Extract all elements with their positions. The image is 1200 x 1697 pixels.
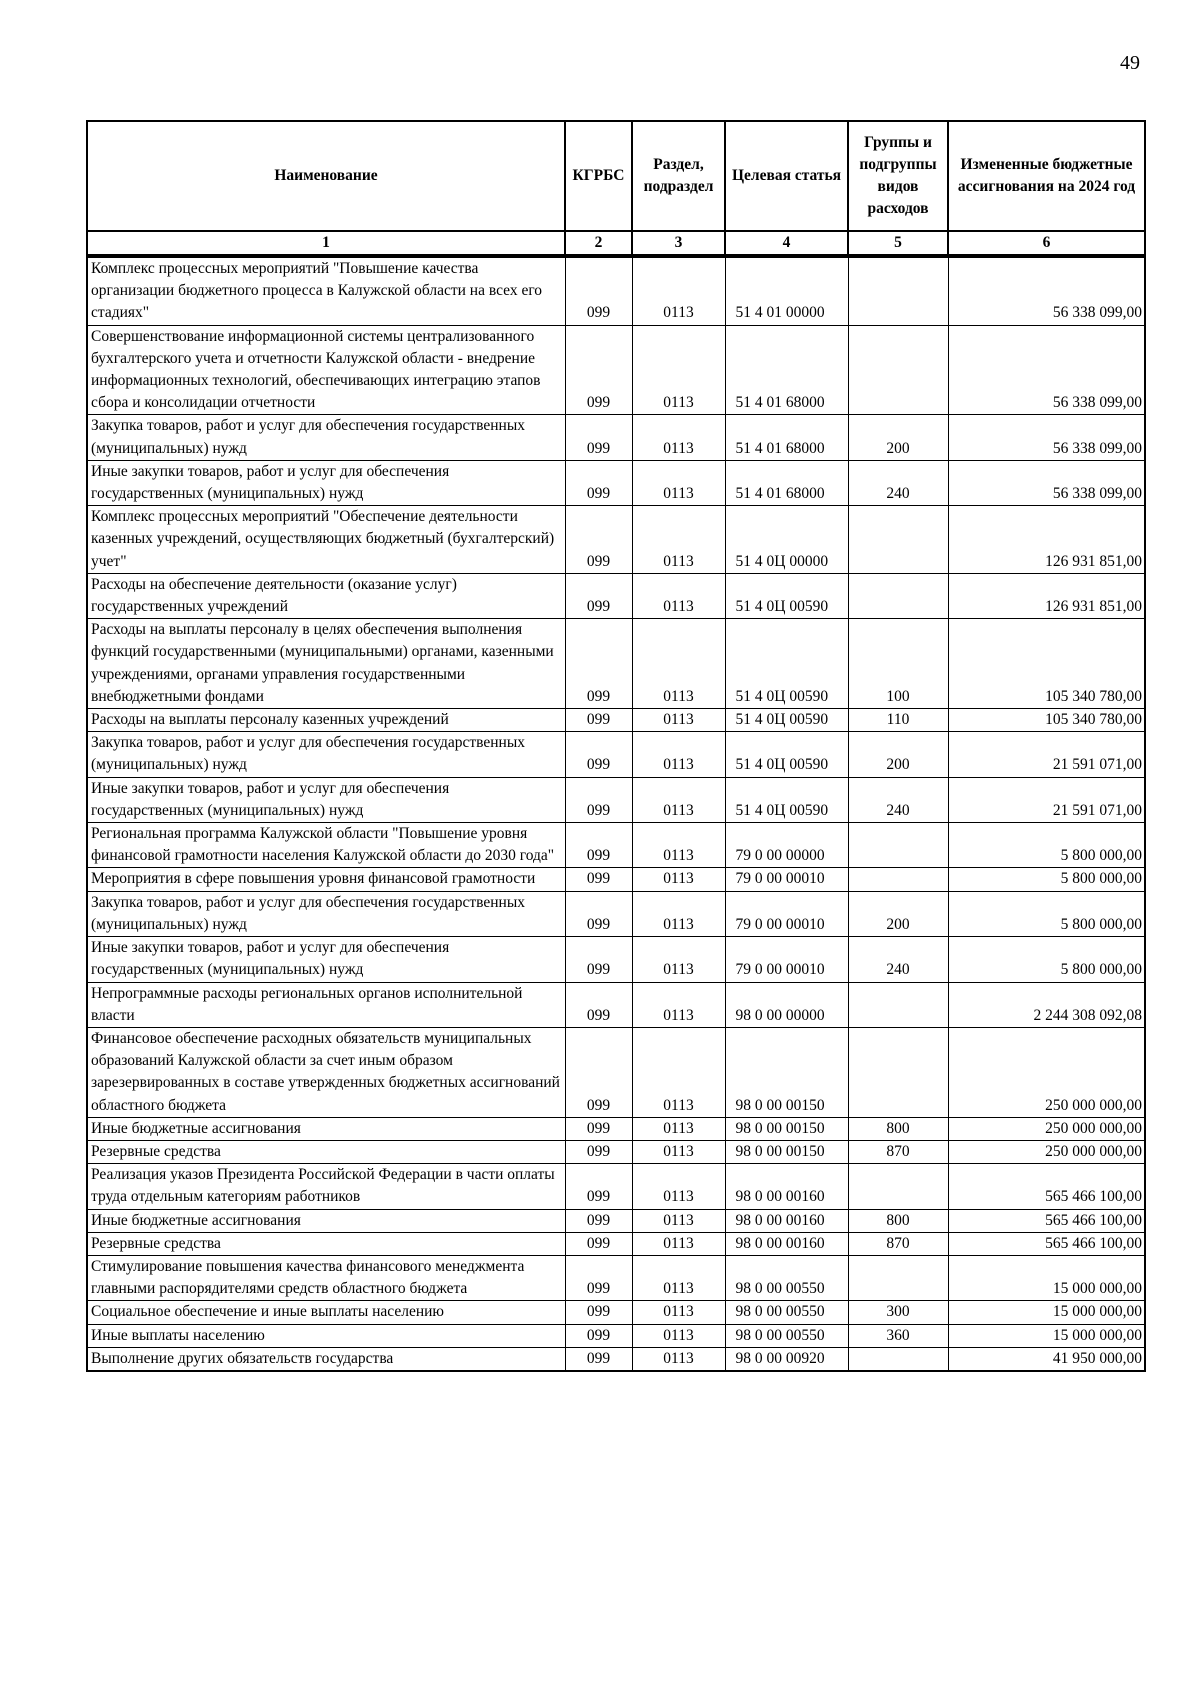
cell-kgrbs: 099 xyxy=(565,891,632,936)
cell-summa: 56 338 099,00 xyxy=(948,415,1145,460)
cell-name: Закупка товаров, работ и услуг для обеспечения государственных (муниципальных) нужд xyxy=(87,732,565,777)
cell-statya: 98 0 00 00150 xyxy=(725,1140,848,1163)
cell-statya: 98 0 00 00550 xyxy=(725,1301,848,1324)
table-row xyxy=(87,1164,1145,1209)
cell-summa: 5 800 000,00 xyxy=(948,891,1145,936)
cell-gruppa xyxy=(848,573,948,618)
cell-statya: 98 0 00 00550 xyxy=(725,1324,848,1347)
cell-gruppa xyxy=(848,1164,948,1209)
cell-summa: 21 591 071,00 xyxy=(948,732,1145,777)
cell-name: Стимулирование повышения качества финансового менеджмента главными распорядителями средств областного бюджета xyxy=(87,1255,565,1300)
cell-kgrbs: 099 xyxy=(565,256,632,325)
table-row xyxy=(87,460,1145,505)
cell-kgrbs: 099 xyxy=(565,732,632,777)
cell-kgrbs: 099 xyxy=(565,777,632,822)
header-summa: Измененные бюджетные ассигнования на 2024 год xyxy=(948,121,1145,231)
table-body xyxy=(87,256,1145,1371)
column-number: 5 xyxy=(848,231,948,256)
cell-statya: 79 0 00 00010 xyxy=(725,891,848,936)
table-row xyxy=(87,619,1145,709)
cell-summa: 56 338 099,00 xyxy=(948,460,1145,505)
cell-summa: 126 931 851,00 xyxy=(948,506,1145,574)
cell-summa: 5 800 000,00 xyxy=(948,868,1145,891)
cell-gruppa xyxy=(848,506,948,574)
cell-name: Непрограммные расходы региональных органов исполнительной власти xyxy=(87,982,565,1027)
cell-razdel: 0113 xyxy=(632,506,725,574)
cell-razdel: 0113 xyxy=(632,732,725,777)
cell-name: Иные выплаты населению xyxy=(87,1324,565,1347)
cell-summa: 126 931 851,00 xyxy=(948,573,1145,618)
cell-gruppa xyxy=(848,868,948,891)
header-razdel: Раздел, подраздел xyxy=(632,121,725,231)
table-row xyxy=(87,732,1145,777)
table-row xyxy=(87,1140,1145,1163)
table-row xyxy=(87,937,1145,982)
header-name: Наименование xyxy=(87,121,565,231)
cell-name: Совершенствование информационной системы централизованного бухгалтерского учета и отчетности Калужской области - внедрение информационных технологий, обеспечивающих интеграцию этапов сбора и консолидации отчетности xyxy=(87,325,565,415)
cell-statya: 51 4 01 68000 xyxy=(725,325,848,415)
column-number: 6 xyxy=(948,231,1145,256)
cell-name: Резервные средства xyxy=(87,1232,565,1255)
header-gruppa: Группы и подгруппы видов расходов xyxy=(848,121,948,231)
cell-gruppa xyxy=(848,823,948,868)
cell-razdel: 0113 xyxy=(632,1140,725,1163)
cell-name: Финансовое обеспечение расходных обязательств муниципальных образований Калужской области за счет иным образом зарезервированных в составе утвержденных бюджетных ассигнований областного бюджета xyxy=(87,1027,565,1117)
cell-statya: 51 4 0Ц 00590 xyxy=(725,619,848,709)
column-number: 3 xyxy=(632,231,725,256)
cell-name: Комплекс процессных мероприятий "Повышение качества организации бюджетного процесса в Калужской области на всех его стадиях" xyxy=(87,256,565,325)
header-kgrbs: КГРБС xyxy=(565,121,632,231)
cell-gruppa: 800 xyxy=(848,1117,948,1140)
cell-kgrbs: 099 xyxy=(565,868,632,891)
cell-summa: 15 000 000,00 xyxy=(948,1255,1145,1300)
cell-razdel: 0113 xyxy=(632,415,725,460)
cell-name: Выполнение других обязательств государства xyxy=(87,1347,565,1371)
cell-gruppa: 200 xyxy=(848,415,948,460)
cell-razdel: 0113 xyxy=(632,1164,725,1209)
cell-statya: 51 4 01 00000 xyxy=(725,256,848,325)
table-row xyxy=(87,868,1145,891)
cell-gruppa xyxy=(848,1027,948,1117)
cell-statya: 51 4 0Ц 00590 xyxy=(725,777,848,822)
cell-statya: 98 0 00 00160 xyxy=(725,1164,848,1209)
column-number-row xyxy=(87,231,1145,256)
cell-razdel: 0113 xyxy=(632,982,725,1027)
table-row xyxy=(87,823,1145,868)
cell-name: Комплекс процессных мероприятий "Обеспечение деятельности казенных учреждений, осуществляющих бюджетный (бухгалтерский) учет" xyxy=(87,506,565,574)
cell-statya: 98 0 00 00150 xyxy=(725,1117,848,1140)
cell-summa: 105 340 780,00 xyxy=(948,619,1145,709)
cell-razdel: 0113 xyxy=(632,573,725,618)
cell-name: Социальное обеспечение и иные выплаты населению xyxy=(87,1301,565,1324)
cell-gruppa: 300 xyxy=(848,1301,948,1324)
cell-statya: 51 4 01 68000 xyxy=(725,415,848,460)
cell-razdel: 0113 xyxy=(632,325,725,415)
column-number: 4 xyxy=(725,231,848,256)
cell-gruppa xyxy=(848,256,948,325)
cell-summa: 250 000 000,00 xyxy=(948,1027,1145,1117)
table-row xyxy=(87,1301,1145,1324)
cell-kgrbs: 099 xyxy=(565,1232,632,1255)
table-row xyxy=(87,506,1145,574)
table-row xyxy=(87,325,1145,415)
cell-statya: 98 0 00 00550 xyxy=(725,1255,848,1300)
cell-name: Закупка товаров, работ и услуг для обеспечения государственных (муниципальных) нужд xyxy=(87,415,565,460)
table-row xyxy=(87,709,1145,732)
cell-summa: 5 800 000,00 xyxy=(948,823,1145,868)
cell-kgrbs: 099 xyxy=(565,1255,632,1300)
cell-kgrbs: 099 xyxy=(565,1209,632,1232)
table-row xyxy=(87,777,1145,822)
cell-summa: 15 000 000,00 xyxy=(948,1301,1145,1324)
table-row xyxy=(87,1209,1145,1232)
cell-razdel: 0113 xyxy=(632,1209,725,1232)
cell-statya: 98 0 00 00920 xyxy=(725,1347,848,1371)
table-row xyxy=(87,1232,1145,1255)
cell-summa: 250 000 000,00 xyxy=(948,1117,1145,1140)
table-row xyxy=(87,1324,1145,1347)
cell-summa: 5 800 000,00 xyxy=(948,937,1145,982)
cell-gruppa: 200 xyxy=(848,732,948,777)
cell-razdel: 0113 xyxy=(632,1324,725,1347)
cell-gruppa: 240 xyxy=(848,937,948,982)
cell-razdel: 0113 xyxy=(632,1232,725,1255)
cell-kgrbs: 099 xyxy=(565,982,632,1027)
cell-kgrbs: 099 xyxy=(565,506,632,574)
table-row xyxy=(87,573,1145,618)
cell-kgrbs: 099 xyxy=(565,460,632,505)
cell-name: Иные закупки товаров, работ и услуг для обеспечения государственных (муниципальных) нужд xyxy=(87,937,565,982)
cell-kgrbs: 099 xyxy=(565,1324,632,1347)
cell-name: Иные бюджетные ассигнования xyxy=(87,1117,565,1140)
cell-statya: 51 4 01 68000 xyxy=(725,460,848,505)
cell-name: Закупка товаров, работ и услуг для обеспечения государственных (муниципальных) нужд xyxy=(87,891,565,936)
cell-statya: 51 4 0Ц 00590 xyxy=(725,732,848,777)
cell-name: Резервные средства xyxy=(87,1140,565,1163)
cell-razdel: 0113 xyxy=(632,1117,725,1140)
cell-kgrbs: 099 xyxy=(565,415,632,460)
cell-razdel: 0113 xyxy=(632,619,725,709)
table-row xyxy=(87,891,1145,936)
cell-summa: 2 244 308 092,08 xyxy=(948,982,1145,1027)
cell-gruppa xyxy=(848,1347,948,1371)
cell-gruppa: 240 xyxy=(848,777,948,822)
cell-gruppa: 100 xyxy=(848,619,948,709)
cell-summa: 565 466 100,00 xyxy=(948,1232,1145,1255)
cell-kgrbs: 099 xyxy=(565,709,632,732)
cell-kgrbs: 099 xyxy=(565,1164,632,1209)
cell-statya: 79 0 00 00010 xyxy=(725,868,848,891)
cell-razdel: 0113 xyxy=(632,891,725,936)
cell-gruppa xyxy=(848,1255,948,1300)
table-row xyxy=(87,415,1145,460)
cell-razdel: 0113 xyxy=(632,256,725,325)
cell-kgrbs: 099 xyxy=(565,937,632,982)
cell-name: Мероприятия в сфере повышения уровня финансовой грамотности xyxy=(87,868,565,891)
cell-gruppa: 800 xyxy=(848,1209,948,1232)
cell-razdel: 0113 xyxy=(632,709,725,732)
cell-name: Иные закупки товаров, работ и услуг для обеспечения государственных (муниципальных) нужд xyxy=(87,460,565,505)
cell-kgrbs: 099 xyxy=(565,325,632,415)
cell-statya: 79 0 00 00000 xyxy=(725,823,848,868)
cell-razdel: 0113 xyxy=(632,1027,725,1117)
cell-gruppa: 870 xyxy=(848,1140,948,1163)
cell-summa: 250 000 000,00 xyxy=(948,1140,1145,1163)
cell-gruppa xyxy=(848,982,948,1027)
cell-name: Иные бюджетные ассигнования xyxy=(87,1209,565,1232)
cell-kgrbs: 099 xyxy=(565,619,632,709)
cell-razdel: 0113 xyxy=(632,823,725,868)
cell-kgrbs: 099 xyxy=(565,573,632,618)
page-number: 49 xyxy=(1120,52,1140,74)
cell-summa: 56 338 099,00 xyxy=(948,325,1145,415)
cell-statya: 79 0 00 00010 xyxy=(725,937,848,982)
cell-statya: 51 4 0Ц 00590 xyxy=(725,573,848,618)
cell-kgrbs: 099 xyxy=(565,1117,632,1140)
cell-razdel: 0113 xyxy=(632,777,725,822)
cell-kgrbs: 099 xyxy=(565,1140,632,1163)
cell-name: Расходы на выплаты персоналу в целях обеспечения выполнения функций государственными (муниципальными) органами, казенными учреждениями, органами управления государственными внебюджетными фондами xyxy=(87,619,565,709)
cell-razdel: 0113 xyxy=(632,937,725,982)
cell-razdel: 0113 xyxy=(632,1255,725,1300)
cell-kgrbs: 099 xyxy=(565,1027,632,1117)
cell-name: Региональная программа Калужской области "Повышение уровня финансовой грамотности населения Калужской области до 2030 года" xyxy=(87,823,565,868)
cell-name: Реализация указов Президента Российской Федерации в части оплаты труда отдельным категориям работников xyxy=(87,1164,565,1209)
header-statya: Целевая статья xyxy=(725,121,848,231)
cell-summa: 21 591 071,00 xyxy=(948,777,1145,822)
cell-summa: 41 950 000,00 xyxy=(948,1347,1145,1371)
cell-name: Иные закупки товаров, работ и услуг для обеспечения государственных (муниципальных) нужд xyxy=(87,777,565,822)
cell-summa: 15 000 000,00 xyxy=(948,1324,1145,1347)
table-row xyxy=(87,982,1145,1027)
cell-statya: 98 0 00 00000 xyxy=(725,982,848,1027)
table-row xyxy=(87,1027,1145,1117)
column-number: 2 xyxy=(565,231,632,256)
cell-statya: 98 0 00 00150 xyxy=(725,1027,848,1117)
cell-gruppa: 240 xyxy=(848,460,948,505)
table-row xyxy=(87,1347,1145,1371)
table-row xyxy=(87,1117,1145,1140)
cell-razdel: 0113 xyxy=(632,868,725,891)
cell-gruppa: 110 xyxy=(848,709,948,732)
cell-name: Расходы на обеспечение деятельности (оказание услуг) государственных учреждений xyxy=(87,573,565,618)
cell-kgrbs: 099 xyxy=(565,1347,632,1371)
cell-kgrbs: 099 xyxy=(565,823,632,868)
cell-statya: 51 4 0Ц 00000 xyxy=(725,506,848,574)
cell-summa: 565 466 100,00 xyxy=(948,1164,1145,1209)
cell-statya: 98 0 00 00160 xyxy=(725,1209,848,1232)
cell-name: Расходы на выплаты персоналу казенных учреждений xyxy=(87,709,565,732)
cell-gruppa: 360 xyxy=(848,1324,948,1347)
budget-table xyxy=(86,120,1146,1372)
cell-statya: 98 0 00 00160 xyxy=(725,1232,848,1255)
cell-summa: 565 466 100,00 xyxy=(948,1209,1145,1232)
cell-razdel: 0113 xyxy=(632,1301,725,1324)
cell-razdel: 0113 xyxy=(632,460,725,505)
table-row xyxy=(87,256,1145,325)
cell-gruppa xyxy=(848,325,948,415)
header-row xyxy=(87,121,1145,231)
cell-gruppa: 200 xyxy=(848,891,948,936)
table-row xyxy=(87,1255,1145,1300)
cell-razdel: 0113 xyxy=(632,1347,725,1371)
cell-kgrbs: 099 xyxy=(565,1301,632,1324)
cell-summa: 56 338 099,00 xyxy=(948,256,1145,325)
column-number: 1 xyxy=(87,231,565,256)
cell-summa: 105 340 780,00 xyxy=(948,709,1145,732)
cell-statya: 51 4 0Ц 00590 xyxy=(725,709,848,732)
cell-gruppa: 870 xyxy=(848,1232,948,1255)
